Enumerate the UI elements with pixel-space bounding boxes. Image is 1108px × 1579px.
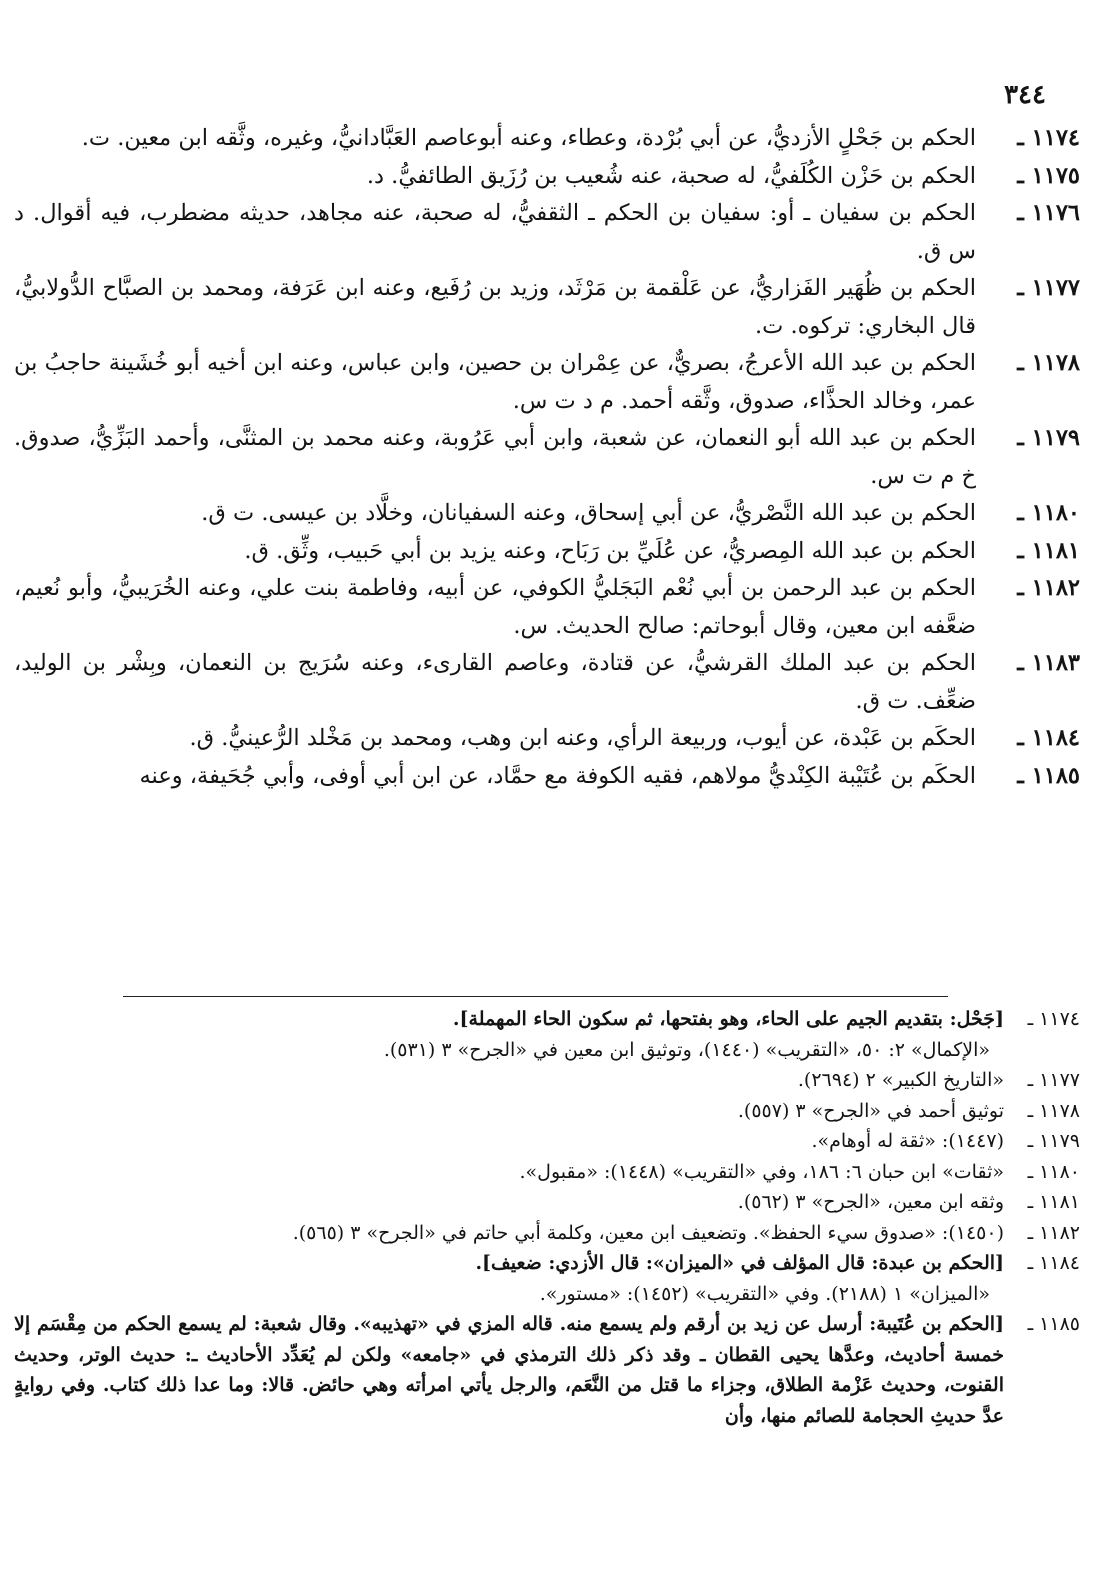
entry-number: ١١٧٨ ـ [1017, 350, 1080, 376]
footnote [14, 1187, 1080, 1218]
entry-text: الحكم بن عبد الله الأعرجُ، بصريٌّ، عن عِمْران بن حصين، وابن عباس، وعنه ابن أخيه أبو خُشَينة حاجبُ بن عمر، وخالد الحذَّاء، صدوق، وثَّقه أحمد. م د ت س. [14, 350, 976, 414]
entry-text: الحكم بن عبد الملك القرشيُّ، عن قتادة، وعاصم القارىء، وعنه سُرَيج بن النعمان، وبِشْر بن الوليد، ضعِّف. ت ق. [14, 650, 976, 714]
footnote-number: ١١٧٩ ـ [1027, 1130, 1080, 1152]
entry-number: ١١٧٥ ـ [1017, 162, 1080, 189]
footnotes-list [7, 1004, 1080, 1431]
entry-text: الحكم بن عبد الرحمن بن أبي نُعْم البَجَليُّ الكوفي، عن أبيه، وفاطمة بنت علي، وعنه الخُرَيبيُّ، وأبو نُعيم، ضعَّفه ابن معين، وقال أبوحاتم: صالح الحديث. س. [14, 575, 976, 639]
footnote [7, 1309, 1080, 1431]
footnote-text: (١٤٥٠): «صدوق سيء الحفظ». وتضعيف ابن معين، وكلمة أبي حاتم في «الجرح» ٣ (٥٦٥). [292, 1221, 1004, 1244]
entry-number: ١١٨٥ ـ [1017, 762, 1080, 789]
entry [14, 533, 1080, 571]
footnote-text: [الحكم بن عُتَيبة: أرسل عن زيد بن أرقم ولم يسمع منه. قاله المزي في «تهذيبه». وقال شعبة: لم يسمع الحكم من مِقْسَم إلا خمسة أحاديث، وعدَّها يحيى القطان ـ وقد ذكر ذلك الترمذي في «جامعه» ولكن لم يُعَدِّد الأحاديث ـ: حديث الوتر، وحديث القنوت، وحديث عَزْمة الطلاق، وجزاء ما قتل من النَّعَم، والرجل يأتي امرأته وهي حائض. قالا: وما عدا ذلك كتاب. وفي روايةٍ عدَّ حديثِ الحجامة للصائم منها، وأن [7, 1313, 1004, 1427]
entry-number: ١١٨٣ ـ [1017, 650, 1080, 676]
footnote-number: ١١٨٢ ـ [1027, 1221, 1080, 1244]
entry [14, 195, 1080, 270]
entry-number: ١١٨٠ ـ [1017, 500, 1080, 526]
footnote-text: (١٤٤٧): «ثقة له أوهام». [811, 1130, 1004, 1152]
footnote-number: ١١٧٤ ـ [1027, 1008, 1080, 1030]
entry-text: الحكم بن جَحْلٍ الأزديُّ، عن أبي بُرْدة، وعطاء، وعنه أبوعاصم العَبَّادانيُّ، وغيره، وثَّقه ابن معين. ت. [81, 125, 976, 151]
footnote-source: «الإكمال» ٢: ٥٠، «التقريب» (١٤٤٠)، وتوثيق ابن معين في «الجرح» ٣ (٥٣١). [383, 1038, 990, 1061]
footnote-number: ١١٧٨ ـ [1027, 1099, 1080, 1122]
footnote-text: وثقه ابن معين، «الجرح» ٣ (٥٦٢). [737, 1191, 1004, 1213]
entry-text: الحكَم بن عُتَيْبة الكِنْديُّ مولاهم، فقيه الكوفة مع حمَّاد، عن ابن أبي أوفى، وأبي جُحَيفة، وعنه [139, 762, 976, 789]
entry [14, 720, 1080, 758]
footnote [14, 1157, 1080, 1188]
entry-text: الحكم بن عبد الله المِصريُّ، عن عُلَيِّ بن رَبَاح، وعنه يزيد بن أبي حَبيب، وثِّق. ق. [244, 537, 976, 564]
entry [14, 645, 1080, 720]
entry [14, 570, 1080, 645]
footnote-text: توثيق أحمد في «الجرح» ٣ (٥٥٧). [737, 1099, 1004, 1122]
entry-text: الحكَم بن عَبْدة، عن أيوب، وربيعة الرأي، وعنه ابن وهب، ومحمد بن مَخْلد الرُّعينيُّ. ق. [189, 725, 976, 751]
page-number: ٣٤٤ [1004, 80, 1046, 110]
footnote-text: [الحكم بن عبدة: قال المؤلف في «الميزان»: قال الأزدي: ضعيف]. [475, 1252, 1004, 1274]
footnote [14, 1096, 1080, 1127]
entry-number: ١١٧٦ ـ [1017, 200, 1080, 226]
footnote-number: ١١٨٤ ـ [1027, 1252, 1080, 1274]
entry-number: ١١٧٧ ـ [1017, 275, 1080, 301]
footnote-number: ١١٨٥ ـ [1027, 1313, 1080, 1335]
entry [14, 158, 1080, 196]
footnote [14, 1126, 1080, 1157]
entry-number: ١١٨١ ـ [1017, 537, 1080, 564]
entry-text: الحكم بن عبد الله النَّصْريُّ، عن أبي إسحاق، وعنه السفيانان، وخلَّاد بن عيسى. ت ق. [201, 500, 976, 526]
footnote [14, 1218, 1080, 1249]
entry-text: الحكم بن ظُهَير الفَزاريُّ، عن عَلْقمة بن مَرْثَد، وزيد بن رُفَيع، وعنه ابن عَرَفة، ومحمد بن الصبَّاح الدُّولابيُّ، قال البخاري: تركوه. ت. [14, 275, 976, 339]
footnote [14, 1065, 1080, 1096]
entry-number: ١١٧٩ ـ [1017, 425, 1080, 451]
entry-text: الحكم بن سفيان ـ أو: سفيان بن الحكم ـ الثقفيُّ، له صحبة، عنه مجاهد، حديثه مضطرب، فيه أقوال. د س ق. [14, 200, 976, 264]
footnote-number: ١١٧٧ ـ [1027, 1069, 1080, 1091]
footnote-text: «ثقات» ابن حبان ٦: ١٨٦، وفي «التقريب» (١٤٤٨): «مقبول». [519, 1160, 1004, 1183]
entry [14, 120, 1080, 158]
entry [14, 270, 1080, 345]
footnote-number: ١١٨١ ـ [1027, 1191, 1080, 1213]
entry [14, 758, 1080, 796]
footnote [14, 1248, 1080, 1309]
entry-number: ١١٧٤ ـ [1017, 125, 1080, 151]
footnote-text: [جَحْل: بتقديم الجيم على الحاء، وهو بفتحها، ثم سكون الحاء المهملة]. [452, 1008, 1004, 1030]
entry-number: ١١٨٤ ـ [1017, 725, 1080, 751]
entry [14, 420, 1080, 495]
entry [14, 495, 1080, 533]
entry [14, 345, 1080, 420]
footnote-number: ١١٨٠ ـ [1027, 1160, 1080, 1183]
footnote-text: «التاريخ الكبير» ٢ (٢٦٩٤). [797, 1069, 1004, 1091]
footnote-source: «الميزان» ١ (٢١٨٨). وفي «التقريب» (١٤٥٢): «مستور». [539, 1282, 990, 1305]
footnote [14, 1004, 1080, 1065]
entries-list [14, 120, 1080, 795]
entry-text: الحكم بن عبد الله أبو النعمان، عن شعبة، وابن أبي عَرُوبة، وعنه محمد بن المثنَّى، وأحمد البَزِّيُّ، صدوق. خ م ت س. [14, 425, 976, 489]
footnote-divider [123, 996, 948, 997]
entry-number: ١١٨٢ ـ [1017, 575, 1080, 601]
entry-text: الحكم بن حَزْن الكُلَفيُّ، له صحبة، عنه شُعيب بن رُزَيق الطائفيُّ. د. [366, 162, 976, 189]
